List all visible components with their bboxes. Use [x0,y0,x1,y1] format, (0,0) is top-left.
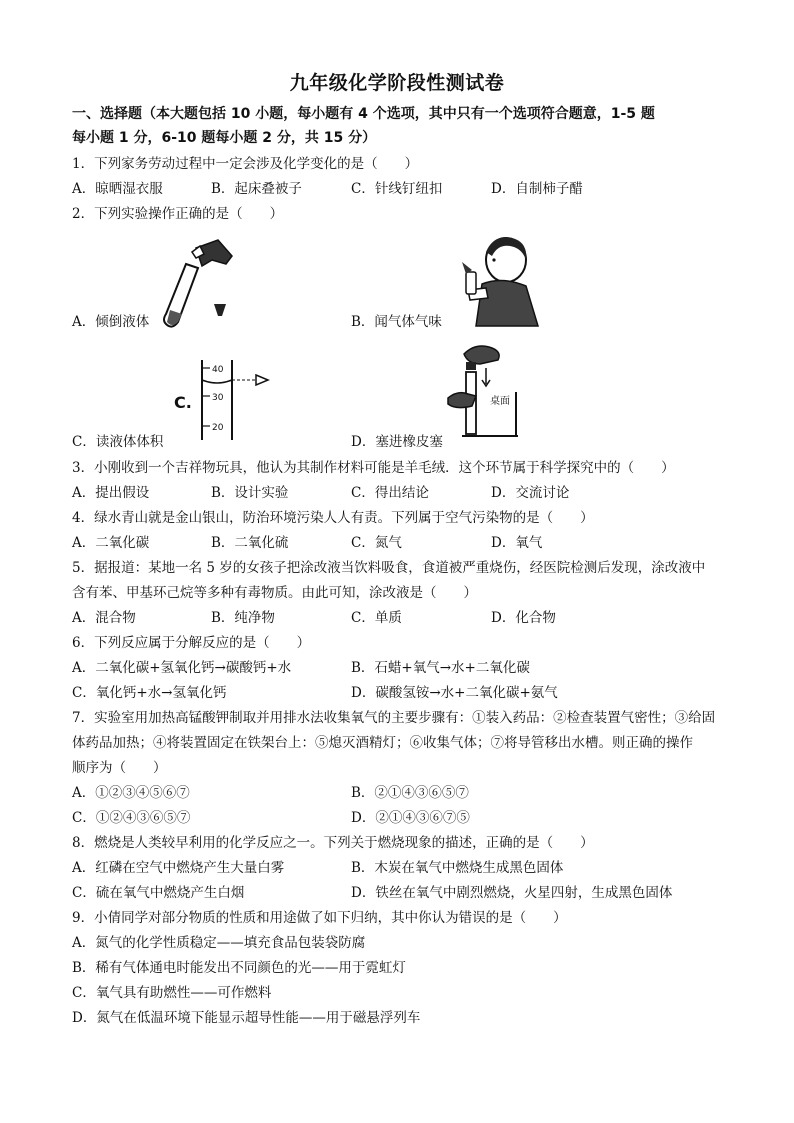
q6-option-c: C．氧化钙+水→氢氧化钙 [72,685,227,701]
q4-stem: 4．绿水青山就是金山银山，防治环境污染人人有责。下列属于空气污染物的是（ ） [72,510,594,526]
q5-option-b: B．纯净物 [211,610,275,626]
q9-option-b: B．稀有气体通电时能发出不同颜色的光——用于霓虹灯 [72,960,406,976]
q5-option-a: A．混合物 [72,610,136,626]
q8-option-b: B．木炭在氧气中燃烧生成黑色固体 [351,860,564,876]
q7-option-a: A．①②③④⑤⑥⑦ [72,785,190,801]
q1-option-d: D．自制柿子醋 [491,181,583,197]
fig-d-table-label: 桌面 [490,396,510,407]
q4-option-c: C．氮气 [351,535,402,551]
q5-option-d: D．化合物 [491,610,556,626]
q4-option-a: A．二氧化碳 [72,535,150,551]
q1-option-a: A．晾晒湿衣服 [72,181,163,197]
q9-stem: 9．小倩同学对部分物质的性质和用途做了如下归纳，其中你认为错误的是（ ） [72,910,567,926]
q8-stem: 8．燃烧是人类较早利用的化学反应之一。下列关于燃烧现象的描述，正确的是（ ） [72,835,594,851]
q4-option-b: B．二氧化硫 [211,535,289,551]
q6-option-b: B．石蜡+氧气→水+二氧化碳 [351,660,530,676]
q7-option-b: B．②①④③⑥⑤⑦ [351,785,469,801]
q7-stem-line1: 7．实验室用加热高锰酸钾制取并用排水法收集氧气的主要步骤有：①装入药品：②检查装置气密性；③给固 [72,710,716,726]
q8-option-d: D．铁丝在氧气中剧烈燃烧，火星四射，生成黑色固体 [351,885,673,901]
section-heading-line1: 一、选择题（本大题包括 10 小题，每小题有 4 个选项，其中只有一个选项符合题意，1-5 题 [72,106,655,122]
q6-option-d: D．碳酸氢铵→水+二氧化碳+氨气 [351,685,558,701]
q2-stem: 2．下列实验操作正确的是（ ） [72,206,284,222]
q1-option-b: B．起床叠被子 [211,181,302,197]
q2-option-c: C．读液体体积 [72,434,164,450]
q4-option-d: D．氧气 [491,535,543,551]
q3-option-d: D．交流讨论 [491,485,570,501]
smelling-gas-figure [442,230,552,330]
fig-c-tick-40: 40 [212,365,224,375]
page-title: 九年级化学阶段性测试卷 [289,72,505,94]
fig-c-label: C. [174,393,192,412]
q7-stem-line3: 顺序为（ ） [72,760,167,776]
graduated-cylinder-figure [172,358,272,440]
section-heading-line2: 每小题 1 分，6-10 题每小题 2 分，共 15 分） [72,130,377,146]
q3-stem: 3．小刚收到一个吉祥物玩具，他认为其制作材料可能是羊毛绒．这个环节属于科学探究中的（ ） [72,460,675,476]
q3-option-a: A．提出假设 [72,485,150,501]
q2-option-b: B．闻气体气味 [351,314,442,330]
q7-stem-line2: 体药品加热；④将装置固定在铁架台上：⑤熄灭酒精灯；⑥收集气体；⑦将导管移出水槽。则正确的操作 [72,735,693,751]
q6-stem: 6．下列反应属于分解反应的是（ ） [72,635,311,651]
q8-option-c: C．硫在氧气中燃烧产生白烟 [72,885,245,901]
q1-stem: 1．下列家务劳动过程中一定会涉及化学变化的是（ ） [72,156,419,172]
insert-stopper-figure [446,340,520,440]
q8-option-a: A．红磷在空气中燃烧产生大量白雾 [72,860,285,876]
q7-option-c: C．①②④③⑥⑤⑦ [72,810,191,826]
q9-option-d: D．氮气在低温环境下能显示超导性能——用于磁悬浮列车 [72,1010,421,1026]
q3-option-c: C．得出结论 [351,485,429,501]
q1-option-c: C．针线钉纽扣 [351,181,443,197]
pouring-liquid-figure [156,234,238,334]
q2-option-d: D．塞进橡皮塞 [351,434,443,450]
q3-option-b: B．设计实验 [211,485,289,501]
q9-option-c: C．氧气具有助燃性——可作燃料 [72,985,272,1001]
q5-stem-line1: 5．据报道：某地一名 5 岁的女孩子把涂改液当饮料吸食，食道被严重烧伤，经医院检测后发现，涂改液中 [72,560,706,576]
q7-option-d: D．②①④③⑥⑦⑤ [351,810,470,826]
q5-stem-line2: 含有苯、甲基环己烷等多种有毒物质。由此可知，涂改液是（ ） [72,585,477,601]
fig-c-tick-30: 30 [212,393,224,403]
fig-c-tick-20: 20 [212,423,224,433]
q9-option-a: A．氮气的化学性质稳定——填充食品包装袋防腐 [72,935,366,951]
q2-option-a: A．倾倒液体 [72,314,150,330]
q5-option-c: C．单质 [351,610,402,626]
q6-option-a: A．二氧化碳+氢氧化钙→碳酸钙+水 [72,660,292,676]
